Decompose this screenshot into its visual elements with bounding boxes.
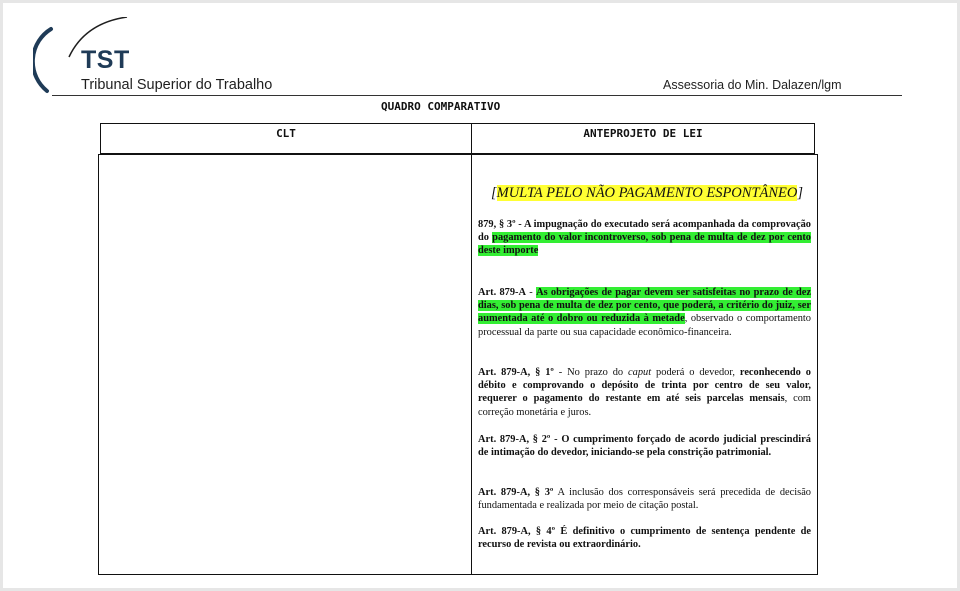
- p3-caput: caput: [628, 367, 652, 378]
- assessoria-label: Assessoria do Min. Dalazen/lgm: [663, 78, 842, 92]
- paragraph-879-a-2: [478, 433, 811, 459]
- header-divider: [52, 95, 902, 96]
- p2-dash: -: [526, 287, 537, 298]
- p3-text-1: - No prazo do: [553, 367, 629, 378]
- document-page: [3, 3, 957, 588]
- heading-open-bracket: [: [490, 185, 497, 201]
- p4-label: Art. 879-A, § 2º: [478, 434, 551, 445]
- p2-rest: , observado o comportamento processual da parte ou sua capacidade econômico-financeira.: [478, 313, 811, 338]
- table-header-row: [100, 123, 815, 154]
- p3-label: Art. 879-A, § 1º: [478, 367, 554, 378]
- paragraph-879-a-1: [478, 366, 811, 419]
- p6-label: Art. 879-A, § 4º: [478, 526, 556, 537]
- p6-bold: É definitivo o cumprimento de sentença pendente de recurso de revista ou extraordinário.: [478, 526, 812, 551]
- paragraph-879-a-3: [478, 486, 811, 512]
- p5-label: Art. 879-A, § 3º: [478, 487, 554, 498]
- p4-bold: - O cumprimento forçado de acordo judicial prescindirá de intimação do devedor, iniciando-se pela constrição patrimonial.: [478, 434, 811, 459]
- section-heading: [488, 187, 806, 200]
- p2-label: Art. 879-A: [478, 287, 527, 298]
- p1-lead: 879, § 3º - A impugnação do executado será acompanhada da comprovação do: [478, 219, 811, 244]
- p1-highlight: pagamento do valor incontroverso, sob pena de multa de dez por cento deste importe: [478, 232, 811, 257]
- table-body-row: [98, 154, 818, 575]
- document-title: QUADRO COMPARATIVO: [381, 100, 501, 113]
- paragraph-879-a-4: [478, 525, 811, 551]
- p2-highlight: As obrigações de pagar devem ser satisfeitas no prazo de dez dias, sob pena de multa de dez por cento, que poderá, a critério do juiz, ser aumentada até o dobro ou reduzida à metade: [478, 287, 811, 325]
- body-column-divider: [471, 155, 472, 574]
- p3-text-2: poderá o devedor,: [651, 367, 740, 378]
- paragraph-879-a: [478, 286, 811, 339]
- heading-text: MULTA PELO NÃO PAGAMENTO ESPONTÂNEO: [496, 185, 798, 201]
- logo-institution-name: Tribunal Superior do Trabalho: [81, 77, 273, 93]
- paragraph-879-3: [478, 218, 811, 258]
- column-header-clt: CLT: [276, 127, 296, 140]
- column-header-anteprojeto: ANTEPROJETO DE LEI: [583, 127, 703, 140]
- logo-abbreviation: TST: [81, 46, 130, 74]
- p5-text: A inclusão dos corresponsáveis será precedida de decisão fundamentada e realizada por meio de citação postal.: [478, 487, 811, 512]
- p3-bold: reconhecendo o débito e comprovando o depósito de trinta por centro de seu valor, requerer o pagamento do restante em até seis parcelas mensais: [478, 367, 811, 405]
- heading-close-bracket: ]: [797, 185, 804, 201]
- p3-text-3: , com correção monetária e juros.: [478, 393, 811, 418]
